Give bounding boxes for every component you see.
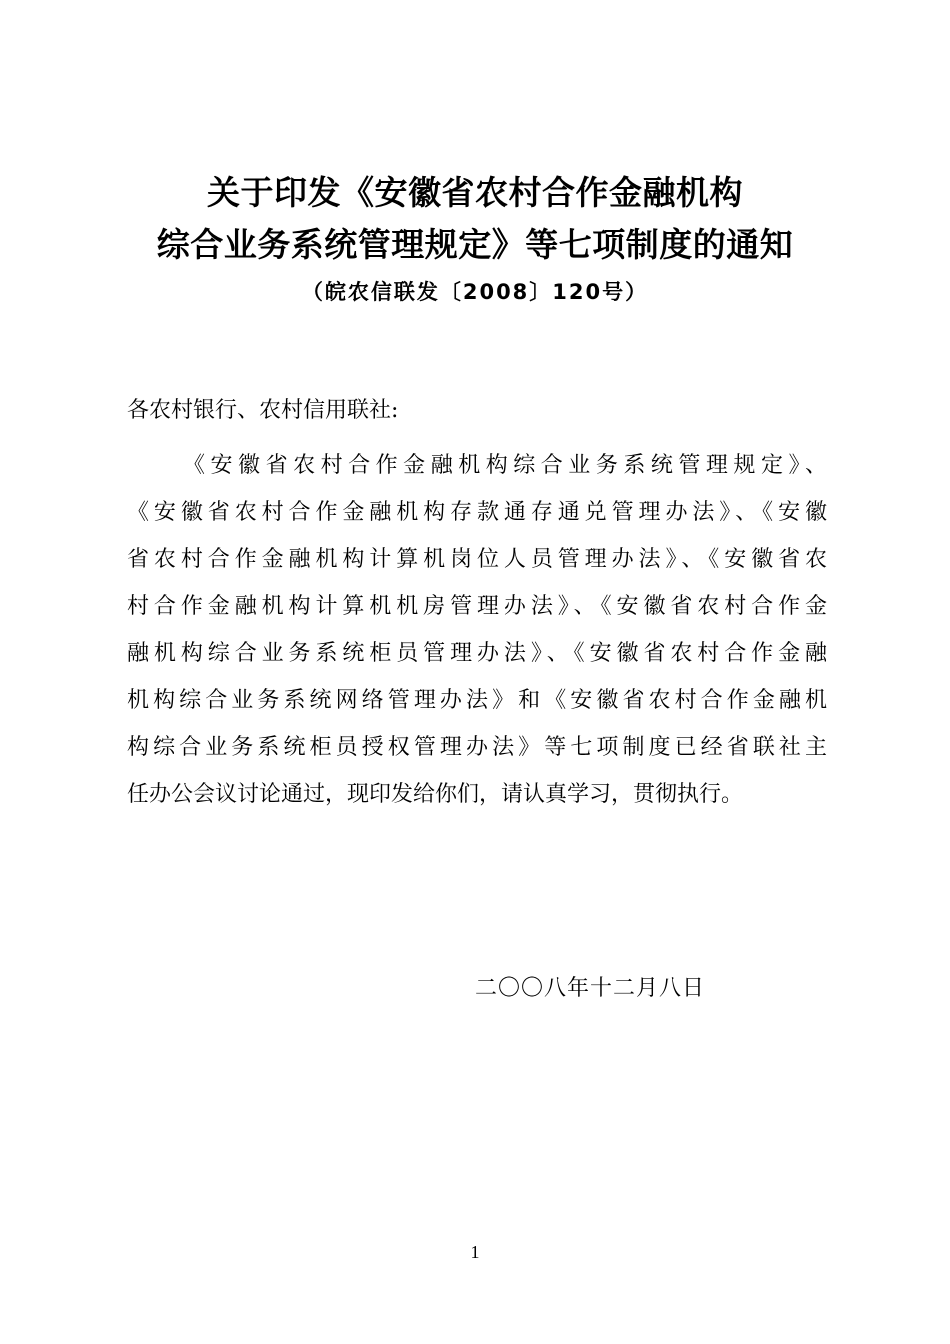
body-line: 构综合业务系统柜员授权管理办法》等七项制度已经省联社主	[127, 735, 827, 760]
body-line: 省农村合作金融机构计算机岗位人员管理办法》、《安徽省农	[127, 547, 827, 572]
body-line: 融机构综合业务系统柜员管理办法》、《安徽省农村合作金融	[127, 641, 827, 666]
body-line: 机构综合业务系统网络管理办法》和《安徽省农村合作金融机	[127, 688, 827, 713]
body-line: 《安徽省农村合作金融机构存款通存通兑管理办法》、《安徽	[127, 500, 827, 525]
page-number: 1	[470, 1242, 480, 1262]
document-date: 二〇〇八年十二月八日	[475, 976, 706, 1001]
salutation: 各农村银行、农村信用联社:	[127, 398, 399, 423]
body-paragraph	[127, 442, 827, 818]
body-line: 《安徽省农村合作金融机构综合业务系统管理规定》、	[183, 453, 827, 478]
document-number: （皖农信联发〔2008〕120号）	[301, 280, 649, 304]
document-title-line-1: 关于印发《安徽省农村合作金融机构	[207, 173, 743, 212]
document-title-line-2: 综合业务系统管理规定》等七项制度的通知	[156, 225, 794, 264]
body-line: 村合作金融机构计算机机房管理办法》、《安徽省农村合作金	[127, 594, 827, 619]
body-line: 任办公会议讨论通过，现印发给你们，请认真学习，贯彻执行。	[127, 782, 744, 807]
